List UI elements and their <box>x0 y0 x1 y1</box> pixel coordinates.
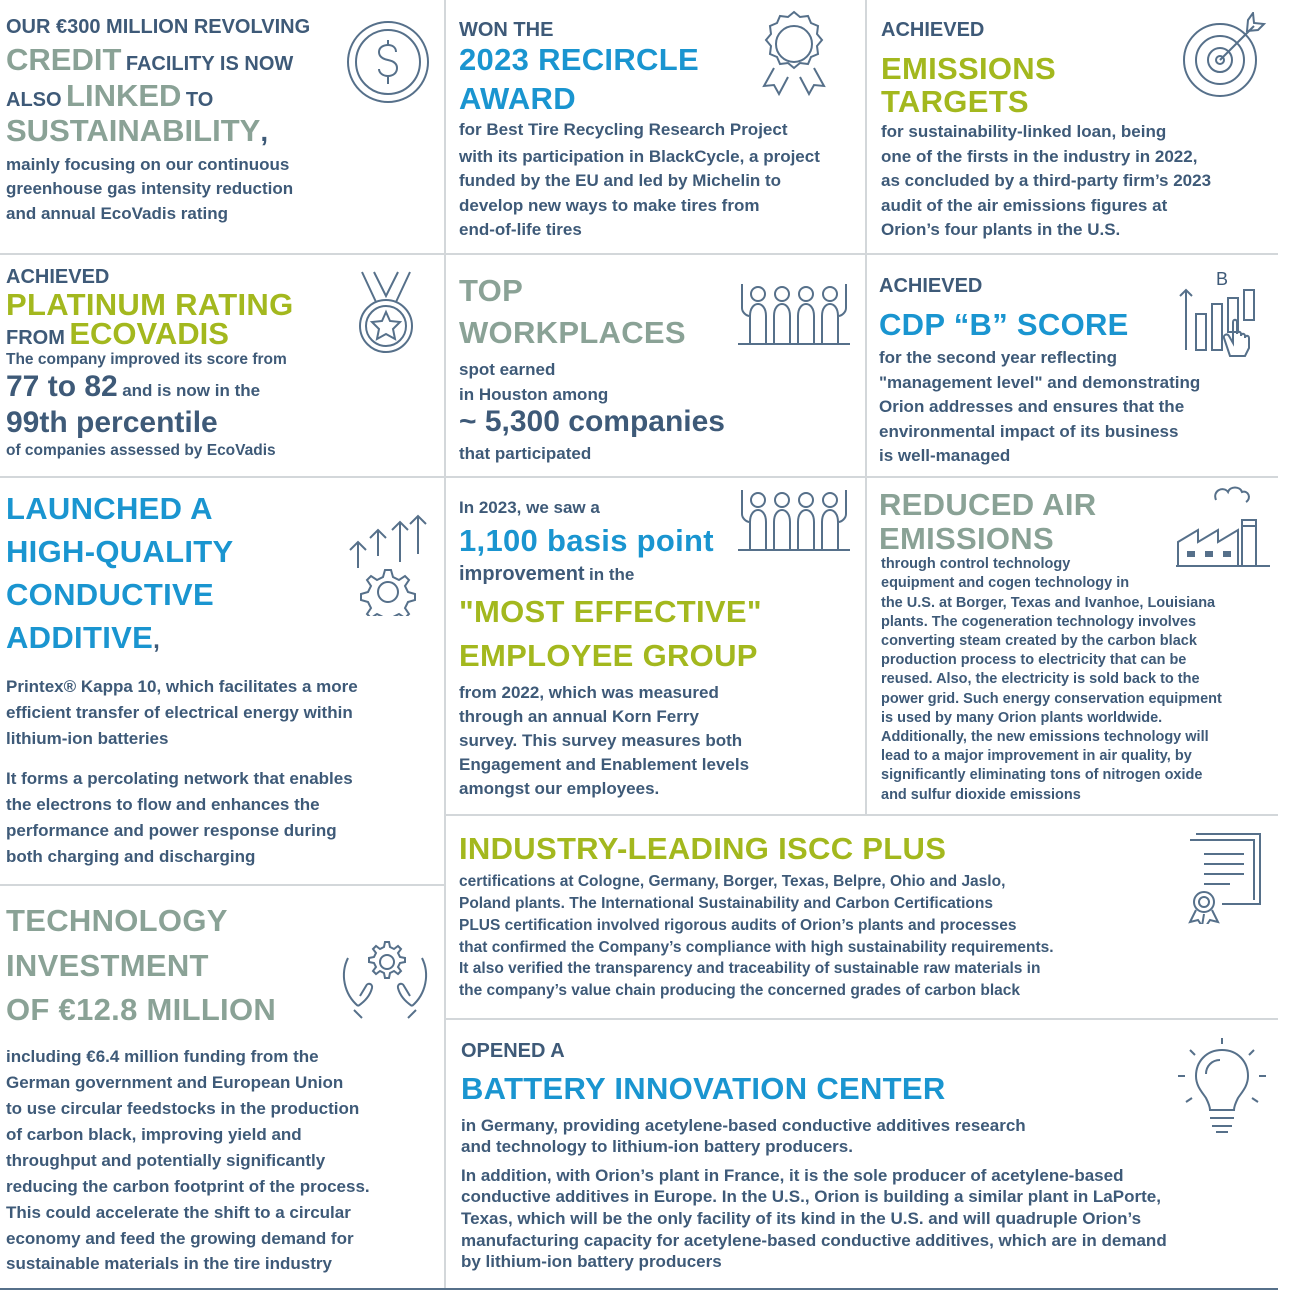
air-title-1: REDUCED AIR <box>879 487 1097 522</box>
won-the: WON THE <box>459 19 554 41</box>
cdp-achieved: ACHIEVED <box>879 275 983 297</box>
tech-body-8: economy and feed the growing demand for <box>6 1229 354 1248</box>
percentile: 99th percentile <box>6 406 218 439</box>
divider <box>444 0 446 1288</box>
award-body-5: end-of-life tires <box>459 220 582 239</box>
air-body-12: significantly eliminating tons of nitrogen oxide <box>881 767 1203 783</box>
factory-icon <box>1176 486 1270 568</box>
workplaces-title-1: TOP <box>459 273 524 308</box>
emissions-body-2: one of the firsts in the industry in 2022, <box>881 147 1198 166</box>
air-body-10: Additionally, the new emissions technology will <box>881 729 1209 745</box>
target-icon <box>1178 12 1268 102</box>
emissions-body-3: as concluded by a third-party firm’s 2023 <box>881 171 1212 190</box>
employee-body-3: survey. This survey measures both <box>459 731 743 750</box>
additive-title-1: LAUNCHED A <box>6 491 213 526</box>
now-text: and is now in the <box>122 381 261 400</box>
air-body-13: and sulfur dioxide emissions <box>881 787 1081 803</box>
additive-body2-3: performance and power response during <box>6 821 337 840</box>
bar-chart-hand-icon <box>1178 270 1268 362</box>
cdp-body-2: "management level" and demonstrating <box>879 373 1201 392</box>
chart-letter: B <box>1216 269 1229 289</box>
tech-body-3: to use circular feedstocks in the production <box>6 1099 360 1118</box>
additive-body1-3: lithium-ion batteries <box>6 729 169 748</box>
battery-title: BATTERY INNOVATION CENTER <box>461 1071 946 1106</box>
battery-body1-1: in Germany, providing acetylene-based conductive additives research <box>461 1116 1026 1135</box>
battery-body2-5: by lithium-ion battery producers <box>461 1252 722 1271</box>
divider <box>0 884 446 886</box>
score-line <box>6 372 260 402</box>
credit-line4 <box>6 115 268 146</box>
employee-body-5: amongst our employees. <box>459 779 660 798</box>
lightbulb-icon <box>1176 1036 1268 1140</box>
battery-body2-3: Texas, which will be the only facility of its kind in the U.S. and will quadruple Orion’s <box>461 1209 1142 1228</box>
credit-line2 <box>6 44 293 75</box>
comma: , <box>153 627 160 654</box>
assessed-text: of companies assessed by EcoVadis <box>6 442 276 459</box>
team-celebrate-icon <box>736 282 852 346</box>
tech-title-1: TECHNOLOGY <box>6 903 228 938</box>
iscc-body-1: certifications at Cologne, Germany, Borger, Texas, Belpre, Ohio and Jaslo, <box>459 873 1006 890</box>
workplaces-body-2: in Houston among <box>459 385 609 404</box>
emissions-achieved: ACHIEVED <box>881 19 985 41</box>
award-body-3: funded by the EU and led by Michelin to <box>459 171 782 190</box>
employee-body-1: from 2022, which was measured <box>459 683 719 702</box>
tech-body-2: German government and European Union <box>6 1073 344 1092</box>
additive-body2-4: both charging and discharging <box>6 847 256 866</box>
cdp-title: CDP “B” SCORE <box>879 307 1129 342</box>
employee-body-4: Engagement and Enablement levels <box>459 755 750 774</box>
air-title-2: EMISSIONS <box>879 521 1054 556</box>
additive-title-4: ADDITIVE <box>6 620 154 655</box>
air-body-3: the U.S. at Borger, Texas and Ivanhoe, Louisiana <box>881 595 1216 611</box>
iscc-title: INDUSTRY-LEADING ISCC PLUS <box>459 831 947 866</box>
divider <box>0 253 1278 255</box>
employee-intro: In 2023, we saw a <box>459 498 600 517</box>
divider <box>446 1018 1278 1020</box>
divider <box>865 0 867 815</box>
employee-body-2: through an annual Korn Ferry <box>459 707 699 726</box>
workplaces-title-2: WORKPLACES <box>459 315 686 350</box>
bottom-rule <box>0 1288 1278 1290</box>
award-body-1: for Best Tire Recycling Research Project <box>459 120 788 139</box>
air-body-8: power grid. Such energy conservation equipment <box>881 691 1222 707</box>
from-word: FROM <box>6 327 65 349</box>
medal-icon <box>354 268 418 356</box>
divider <box>0 476 1278 478</box>
tech-body-5: throughput and potentially significantly <box>6 1151 326 1170</box>
battery-body2-2: conductive additives in Europe. In the U.S., Orion is building a similar plant in LaPorte, <box>461 1187 1161 1206</box>
air-body-7: reused. Also, the electricity is sold back to the <box>881 671 1200 687</box>
employee-title-2: EMPLOYEE GROUP <box>459 638 758 673</box>
additive-title-4-line <box>6 622 160 653</box>
credit-word: CREDIT <box>6 42 122 77</box>
opened-a: OPENED A <box>461 1040 565 1062</box>
certificate-icon <box>1182 830 1266 924</box>
air-body-6: production process to electricity that can be <box>881 652 1187 668</box>
tech-body-7: This could accelerate the shift to a circular <box>6 1203 351 1222</box>
hands-gear-icon <box>338 928 432 1022</box>
workplaces-participated: that participated <box>459 444 592 463</box>
improved-text: The company improved its score from <box>6 351 287 368</box>
improvement-word: improvement <box>459 563 585 585</box>
dollar-coin-icon <box>344 18 432 106</box>
additive-body1-2: efficient transfer of electrical energy within <box>6 703 353 722</box>
companies-count: ~ 5,300 companies <box>459 405 725 438</box>
to-word: TO <box>185 89 214 111</box>
additive-body1-1: Printex® Kappa 10, which facilitates a more <box>6 677 358 696</box>
ecovadis-word: ECOVADIS <box>69 316 229 351</box>
sustainability-word: SUSTAINABILITY <box>6 113 261 148</box>
emissions-body-4: audit of the air emissions figures at <box>881 196 1168 215</box>
divider <box>446 814 1278 816</box>
facility-word: FACILITY IS NOW <box>125 53 294 75</box>
emissions-title-2: TARGETS <box>881 84 1029 119</box>
basis-point: 1,100 basis point <box>459 523 714 558</box>
award-body-2: with its participation in BlackCycle, a project <box>459 147 820 166</box>
iscc-body-2: Poland plants. The International Sustainability and Carbon Certifications <box>459 895 993 912</box>
credit-line3 <box>6 80 213 111</box>
tech-title-2: INVESTMENT <box>6 948 209 983</box>
additive-title-3: CONDUCTIVE <box>6 577 214 612</box>
from-ecovadis-line <box>6 318 229 349</box>
air-body-9: is used by many Orion plants worldwide. <box>881 710 1163 726</box>
cdp-body-3: Orion addresses and ensures that the <box>879 397 1185 416</box>
additive-body2-1: It forms a percolating network that enables <box>6 769 353 788</box>
employee-title-1: "MOST EFFECTIVE" <box>459 594 762 629</box>
tech-body-6: reducing the carbon footprint of the process. <box>6 1177 370 1196</box>
cdp-body-5: is well-managed <box>879 446 1011 465</box>
iscc-body-6: the company’s value chain producing the concerned grades of carbon black <box>459 982 1021 999</box>
iscc-body-5: It also verified the transparency and traceability of sustainable raw materials in <box>459 960 1041 977</box>
cdp-body-1: for the second year reflecting <box>879 348 1118 367</box>
linked-word: LINKED <box>66 78 182 113</box>
additive-body2-2: the electrons to flow and enhances the <box>6 795 320 814</box>
credit-body-3: and annual EcoVadis rating <box>6 204 228 223</box>
credit-body-2: greenhouse gas intensity reduction <box>6 179 294 198</box>
platinum-rating: PLATINUM RATING <box>6 287 294 322</box>
emissions-body-1: for sustainability-linked loan, being <box>881 122 1167 141</box>
emissions-body-5: Orion’s four plants in the U.S. <box>881 220 1121 239</box>
battery-body2-1: In addition, with Orion’s plant in France, it is the sole producer of acetylene-based <box>461 1166 1124 1185</box>
team-celebrate-icon <box>736 488 852 552</box>
tech-body-4: of carbon black, improving yield and <box>6 1125 302 1144</box>
tech-title-3: OF €12.8 MILLION <box>6 992 277 1027</box>
award-body-4: develop new ways to make tires from <box>459 196 760 215</box>
iscc-body-4: that confirmed the Company’s compliance with high sustainability requirements. <box>459 939 1054 956</box>
score-value: 77 to 82 <box>6 370 118 403</box>
award-title-2: AWARD <box>459 81 576 116</box>
improvement-line <box>459 564 634 584</box>
iscc-body-3: PLUS certification involved rigorous audits of Orion’s plants and processes <box>459 917 1017 934</box>
tech-body-9: sustainable materials in the tire industry <box>6 1254 332 1273</box>
in-the-word: in the <box>589 565 635 584</box>
ecovadis-achieved: ACHIEVED <box>6 266 110 288</box>
comma: , <box>260 116 269 147</box>
credit-body-1: mainly focusing on our continuous <box>6 155 290 174</box>
credit-line1: OUR €300 MILLION REVOLVING <box>6 16 311 38</box>
workplaces-body-1: spot earned <box>459 360 556 379</box>
additive-title-2: HIGH-QUALITY <box>6 534 234 569</box>
air-body-11: lead to a major improvement in air quality, by <box>881 748 1192 764</box>
also-word: ALSO <box>6 89 62 111</box>
battery-body1-2: and technology to lithium-ion battery producers. <box>461 1137 853 1156</box>
cdp-body-4: environmental impact of its business <box>879 422 1179 441</box>
air-body-2: equipment and cogen technology in <box>881 575 1130 591</box>
award-rosette-icon <box>750 8 838 100</box>
award-title-1: 2023 RECIRCLE <box>459 42 699 77</box>
gear-arrows-icon <box>344 512 428 616</box>
air-body-1: through control technology <box>881 556 1071 572</box>
air-body-4: plants. The cogeneration technology involves <box>881 614 1197 630</box>
emissions-title-1: EMISSIONS <box>881 51 1056 86</box>
air-body-5: converting steam created by the carbon black <box>881 633 1197 649</box>
tech-body-1: including €6.4 million funding from the <box>6 1047 319 1066</box>
battery-body2-4: manufacturing capacity for acetylene-based conductive additives, which are in demand <box>461 1231 1167 1250</box>
